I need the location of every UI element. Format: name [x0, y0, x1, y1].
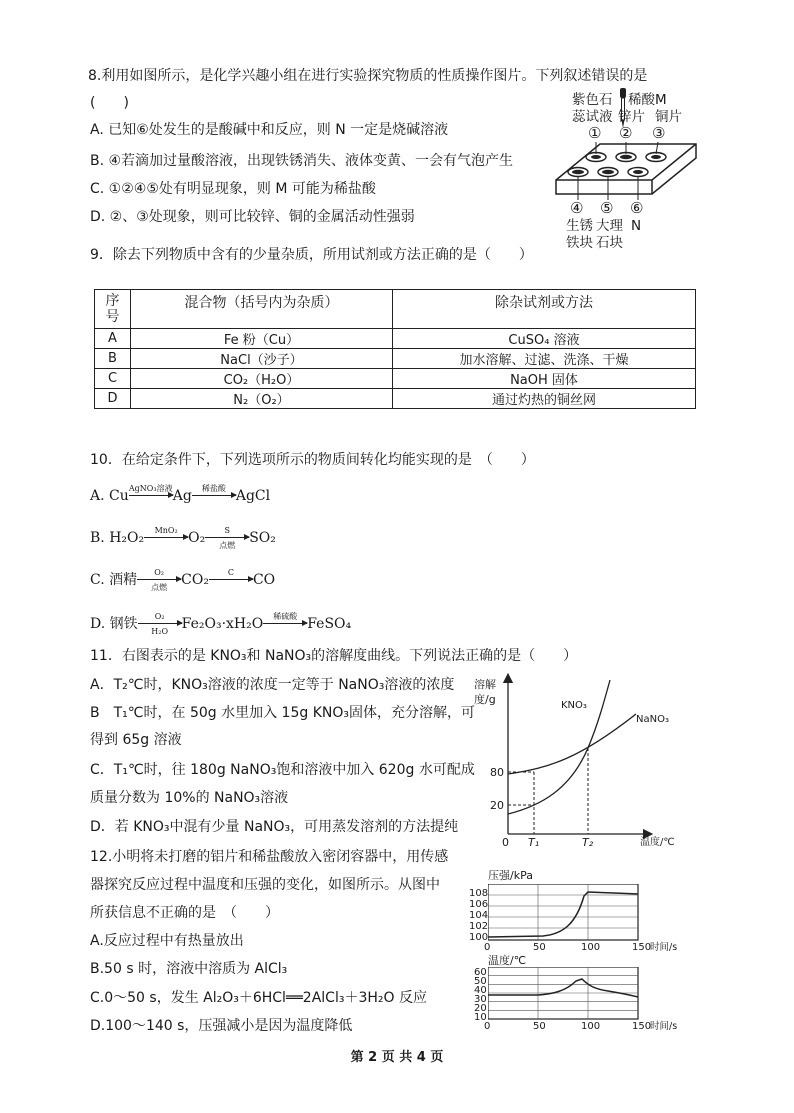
table-row — [95, 329, 696, 349]
pressure-tick: 106 — [469, 899, 489, 910]
col-header-index: 序号 — [95, 290, 131, 329]
nano3-curve — [508, 714, 636, 774]
option-label: A. — [90, 488, 105, 504]
temperature-tick: 60 — [474, 967, 487, 978]
temperature-xtick: 150 — [632, 1021, 652, 1032]
reaction-arrow: S 点燃 — [205, 529, 249, 547]
q12-option-c: C.0～50 s，发生 Al₂O₃＋6HCl══2AlCl₃＋3H₂O 反应 — [90, 990, 427, 1006]
q11-stem: 11．右图表示的是 KNO₃和 NaNO₃的溶解度曲线。下列说法正确的是（ ） — [90, 648, 578, 664]
temperature-xtick: 100 — [581, 1021, 601, 1032]
fig-num-2: ② — [619, 124, 633, 142]
guide-lines — [508, 748, 588, 834]
chart-tick-80: 80 — [490, 766, 504, 779]
q11-option-a: A．T₂℃时，KNO₃溶液的浓度一定等于 NaNO₃溶液的浓度 — [90, 677, 455, 693]
q12-stem-line1: 12.小明将未打磨的铝片和稀盐酸放入密闭容器中，用传感 — [90, 849, 449, 865]
cell-method: NaOH 固体 — [393, 369, 696, 389]
q12-option-a: A.反应过程中有热量放出 — [90, 933, 244, 949]
table-row — [95, 349, 696, 369]
q8-option-a: A. 已知⑥处发生的是酸碱中和反应，则 N 一定是烧碱溶液 — [90, 122, 449, 138]
kno3-curve — [508, 680, 610, 814]
species: CO — [252, 572, 276, 588]
species: H₂O₂ — [109, 530, 145, 546]
pressure-tick: 102 — [469, 921, 489, 932]
pressure-ylabel: 压强/kPa — [488, 869, 533, 882]
species: O₂ — [188, 530, 206, 546]
fig-num-3: ③ — [652, 124, 666, 142]
species: CO₂ — [181, 572, 209, 588]
cell-method: 通过灼热的铜丝网 — [393, 389, 696, 409]
q10-option-c — [90, 568, 276, 592]
temperature-ylabel: 温度/℃ — [488, 954, 527, 967]
page-footer: 第 2 页 共 4 页 — [350, 1050, 444, 1065]
q12-option-d: D.100～140 s，压强减小是因为温度降低 — [90, 1018, 353, 1034]
chart-xlabel: 温度/℃ — [640, 837, 675, 848]
cell-index: C — [95, 369, 131, 389]
q11-option-b-line1: B T₁℃时，在 50g 水里加入 15g KNO₃固体，充分溶解，可 — [90, 705, 475, 721]
fig-label-rusty-iron-1: 生锈 — [566, 218, 593, 234]
temperature-xlabel: 时间/s — [650, 1021, 678, 1032]
q10-stem: 10．在给定条件下，下列选项所示的物质间转化均能实现的是 （ ） — [90, 452, 535, 468]
q11-option-c-line2: 质量分数为 10%的 NaNO₃溶液 — [90, 790, 289, 806]
reaction-arrow: C — [209, 571, 253, 589]
temperature-chart — [488, 967, 648, 1021]
q8-option-d: D. ②、③处现象，则可比较锌、铜的金属活动性强弱 — [90, 209, 415, 225]
fig-label-marble-1: 大理 — [596, 218, 623, 234]
q8-option-c: C. ①②④⑤处有明显现象，则 M 可能为稀盐酸 — [90, 181, 376, 197]
q12-stem-line2: 器探究反应过程中温度和压强的变化，如图所示。从图中 — [90, 877, 440, 893]
temperature-xtick: 50 — [533, 1021, 546, 1032]
cell-index: B — [95, 349, 131, 369]
temperature-tick: 40 — [474, 985, 487, 996]
table-row — [95, 389, 696, 409]
q9-table — [94, 289, 696, 409]
q8-stem: 8.利用如图所示，是化学兴趣小组在进行实验探究物质的性质操作图片。下列叙述错误的是 — [88, 68, 648, 84]
table-row — [95, 369, 696, 389]
q9-stem: 9．除去下列物质中含有的少量杂质，所用试剂或方法正确的是（ ） — [90, 247, 533, 263]
cell-index: A — [95, 329, 131, 349]
q10-option-d — [90, 612, 352, 636]
cell-mixture: N₂（O₂） — [131, 389, 393, 409]
temperature-tick: 10 — [474, 1012, 487, 1023]
cell-mixture: Fe 粉（Cu） — [131, 329, 393, 349]
pressure-tick: 108 — [469, 888, 489, 899]
temperature-xtick: 0 — [484, 1021, 491, 1032]
chart-origin: 0 — [502, 836, 509, 849]
species: SO₂ — [249, 530, 276, 546]
species: AgCl — [235, 488, 271, 504]
species: Fe₂O₃·xH₂O — [181, 616, 264, 632]
fig-num-5: ⑤ — [600, 199, 614, 217]
species: Ag — [172, 488, 192, 504]
pressure-chart — [488, 884, 648, 942]
fig-label-n: N — [631, 218, 642, 234]
pressure-xtick: 100 — [581, 942, 601, 953]
pressure-tick: 104 — [469, 910, 489, 921]
fig-num-4: ④ — [570, 199, 584, 217]
fig-num-1: ① — [588, 124, 602, 142]
species: Cu — [109, 488, 129, 504]
pressure-tick: 100 — [469, 932, 489, 943]
option-label: B. — [90, 530, 105, 546]
cell-method: 加水溶解、过滤、洗涤、干燥 — [393, 349, 696, 369]
chart-legend-kno3: KNO₃ — [561, 700, 587, 711]
reaction-arrow: O₂ 点燃 — [137, 571, 181, 589]
reaction-arrow: AgNO₃溶液 — [129, 487, 173, 505]
fig-label-marble-2: 石块 — [596, 235, 623, 251]
fig-label-litmus-1: 紫色石 — [572, 92, 613, 108]
pressure-xlabel: 时间/s — [650, 942, 678, 953]
option-label: D. 钢铁 — [90, 616, 138, 632]
cell-mixture: CO₂（H₂O） — [131, 369, 393, 389]
reaction-arrow: 稀盐酸 — [192, 487, 236, 505]
option-label: C. 酒精 — [90, 572, 138, 588]
species: FeSO₄ — [307, 616, 352, 632]
pressure-xtick: 50 — [533, 942, 546, 953]
q11-option-d: D．若 KNO₃中混有少量 NaNO₃，可用蒸发溶剂的方法提纯 — [90, 819, 459, 835]
temperature-tick: 20 — [474, 1003, 487, 1014]
chart-ylabel-1: 溶解 — [474, 678, 496, 691]
fig-num-6: ⑥ — [630, 199, 644, 217]
q11-option-c-line1: C．T₁℃时，往 180g NaNO₃饱和溶液中加入 620g 水可配成 — [90, 762, 475, 778]
cell-mixture: NaCl（沙子） — [131, 349, 393, 369]
q12-stem-line3: 所获信息不正确的是 （ ） — [90, 905, 279, 921]
chart-tick-20: 20 — [490, 799, 504, 812]
fig-label-copper: 铜片 — [655, 109, 682, 125]
fig-label-acid-m: 稀酸M — [628, 92, 667, 108]
cell-method: CuSO₄ 溶液 — [393, 329, 696, 349]
temperature-tick: 50 — [474, 976, 487, 987]
pressure-xtick: 0 — [484, 942, 491, 953]
q8-option-b: B. ④若滴加过量酸溶液，出现铁锈消失、液体变黄、一会有气泡产生 — [90, 153, 514, 169]
reaction-arrow: 稀硫酸 — [263, 615, 307, 633]
temperature-tick: 30 — [474, 994, 487, 1005]
q10-option-a — [90, 484, 271, 505]
table-header-row — [95, 290, 696, 329]
q11-option-b-line2: 得到 65g 溶液 — [90, 732, 182, 748]
q12-option-b: B.50 s 时，溶液中溶质为 AlCl₃ — [90, 961, 288, 977]
chart-ylabel-2: 度/g — [474, 693, 496, 706]
cell-index: D — [95, 389, 131, 409]
col-header-method: 除杂试剂或方法 — [393, 290, 696, 329]
q8-answer-paren: ( ) — [90, 95, 129, 111]
fig-label-litmus-2: 蕊试液 — [572, 109, 613, 125]
fig-label-zinc: 锌片 — [618, 109, 645, 125]
chart-tick-t2: T₂ — [582, 836, 594, 849]
pressure-xtick: 150 — [632, 942, 652, 953]
reaction-arrow: $\frac{\text{O₂}}{\text{H₂O}}$ — [138, 615, 182, 633]
col-header-mixture: 混合物（括号内为杂质） — [131, 290, 393, 329]
q10-option-b — [90, 526, 276, 550]
chart-tick-t1: T₁ — [528, 836, 540, 849]
reaction-arrow: MnO₂ — [144, 529, 188, 547]
fig-label-rusty-iron-2: 铁块 — [566, 235, 593, 251]
chart-legend-nano3: NaNO₃ — [636, 714, 669, 725]
